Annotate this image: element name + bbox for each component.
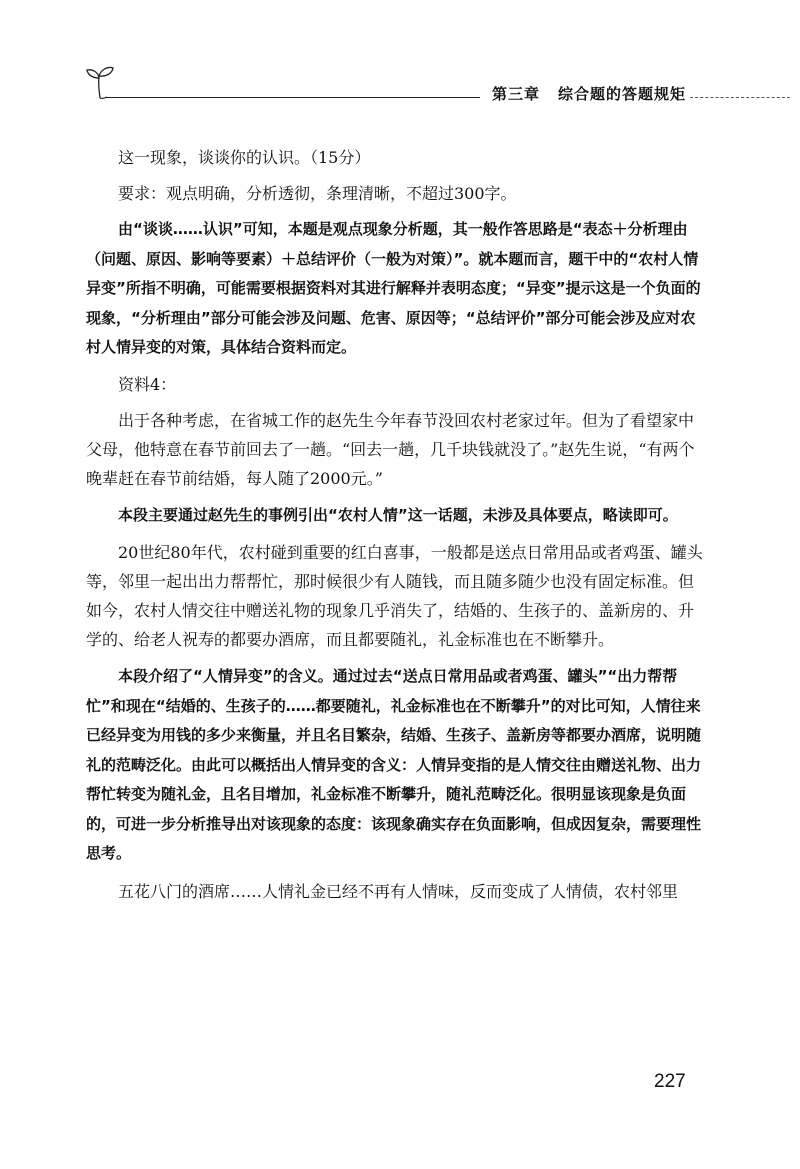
sprout-icon (82, 60, 118, 100)
material-paragraph: 20世纪80年代，农村碰到重要的红白喜事，一般都是送点日常用品或者鸡蛋、罐头等，邻里一起出出力帮帮忙，那时候很少有人随钱，而且随多随少也没有固定标准。但如今，农村人情交往中赠送礼物的现象几乎消失了，结婚的、生孩子的、盖新房的、升学的、给老人祝寿的都要办酒席，而且都要随礼，礼金标准也在不断攀升。 (86, 543, 703, 649)
analysis-paragraph: 本段主要通过赵先生的事例引出“农村人情”这一话题，未涉及具体要点，略读即可。 (118, 505, 678, 524)
analysis-paragraph: 由“谈谈……认识”可知，本题是观点现象分析题，其一般作答思路是“表态＋分析理由（问题、原因、影响等要素）＋总结评价（一般为对策）”。就本题而言，题干中的“农村人情异变”所指不明确，可能需要根据资料对其进行解释并表明态度；“异变”提示这是一个负面的现象，“分析理由”部分可能会涉及问题、危害、原因等；“总结评价”部分可能会涉及应对农村人情异变的对策，具体结合资料而定。 (86, 220, 701, 356)
analysis-paragraph: 本段介绍了“人情异变”的含义。通过过去“送点日常用品或者鸡蛋、罐头”“出力帮帮忙”和现在“结婚的、生孩子的……都要随礼，礼金标准也在不断攀升”的对比可知，人情往来已经异变为用钱的多少来衡量，并且名目繁杂，结婚、生孩子、盖新房等都要办酒席，说明随礼的范畴泛化。由此可以概括出人情异变的含义：人情异变指的是人情交往由赠送礼物、出力帮忙转变为随礼金，且名目增加，礼金标准不断攀升，随礼范畴泛化。很明显该现象是负面的，可进一步分析推导出对该现象的态度：该现象确实存在负面影响，但成因复杂，需要理性思考。 (86, 667, 702, 862)
chapter-title: 综合题的答题规矩 (558, 85, 687, 103)
page-body (86, 143, 706, 906)
chapter-heading (492, 83, 686, 104)
question-text: 这一现象，谈谈你的认识。（15分） (118, 148, 371, 167)
material-paragraph: 五花八门的酒席……人情礼金已经不再有人情味，反而变成了人情债，农村邻里 (118, 881, 679, 901)
chapter-number: 第三章 (492, 85, 541, 103)
material-paragraph: 出于各种考虑，在省城工作的赵先生今年春节没回农村老家过年。但为了看望家中父母，他特意在春节前回去了一趟。“回去一趟，几千块钱就没了。”赵先生说，“有两个晚辈赶在春节前结婚，每人随了2000元。” (86, 410, 695, 488)
header-rule (106, 97, 480, 98)
page-number: 227 (654, 1071, 686, 1092)
question-requirements: 要求：观点明确，分析透彻，条理清晰，不超过300字。 (118, 184, 517, 203)
header-rule-dashed (690, 97, 790, 98)
page-header (0, 0, 800, 110)
material-heading: 资料4： (118, 374, 177, 394)
